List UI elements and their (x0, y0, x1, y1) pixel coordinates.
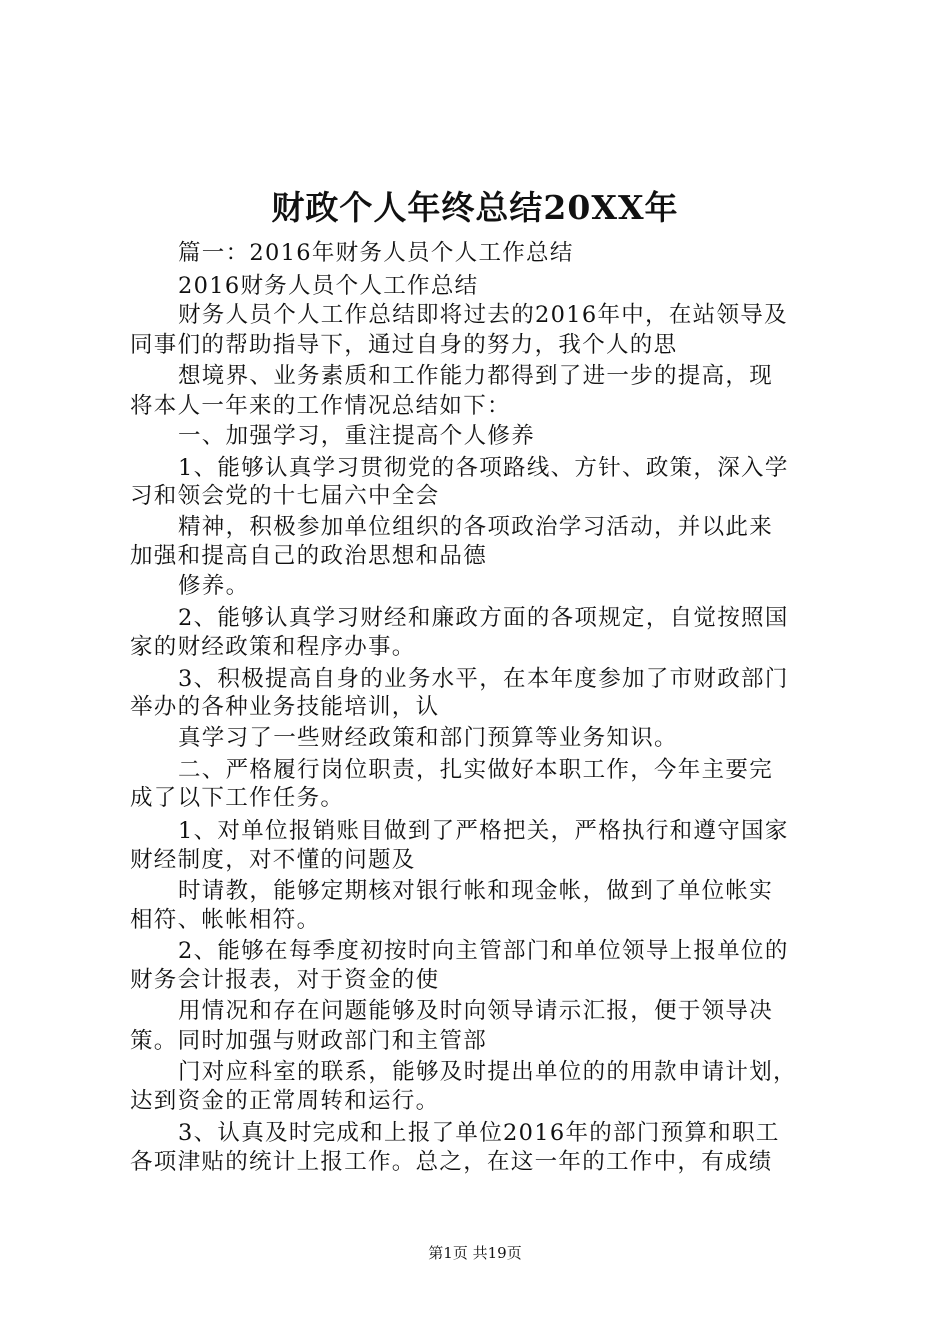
paragraph-line: 想境界、业务素质和工作能力都得到了进一步的提高，现 (178, 363, 774, 389)
paragraph-line: 1、能够认真学习贯彻党的各项路线、方针、政策，深入学 (178, 455, 789, 481)
paragraph-line: 加强和提高自己的政治思想和品德 (130, 543, 488, 569)
paragraph-line: 将本人一年来的工作情况总结如下： (130, 393, 511, 419)
page-title: 财政个人年终总结20XX年 (271, 188, 679, 227)
paragraph-line: 2、能够在每季度初按时向主管部门和单位领导上报单位的 (178, 938, 789, 964)
paragraph-line: 用情况和存在问题能够及时向领导请示汇报，便于领导决 (178, 998, 774, 1024)
paragraph-line: 策。同时加强与财政部门和主管部 (130, 1028, 488, 1054)
paragraph-line: 3、积极提高自身的业务水平，在本年度参加了市财政部门 (178, 666, 789, 692)
paragraph-line: 门对应科室的联系，能够及时提出单位的的用款申请计划， (178, 1059, 797, 1085)
paragraph-line: 家的财经政策和程序办事。 (130, 634, 416, 660)
paragraph-line: 相符、帐帐相符。 (130, 907, 321, 933)
paragraph-line: 财经制度，对不懂的问题及 (130, 847, 416, 873)
page-number-footer: 第1页 共19页 (428, 1244, 522, 1262)
section-heading: 二、严格履行岗位职责，扎实做好本职工作，今年主要完 (178, 757, 774, 783)
paragraph-line: 2016财务人员个人工作总结 (178, 273, 479, 299)
paragraph-line: 财务会计报表，对于资金的使 (130, 967, 440, 993)
paragraph-line: 成了以下工作任务。 (130, 785, 345, 811)
paragraph-line: 同事们的帮助指导下，通过自身的努力，我个人的思 (130, 332, 678, 358)
paragraph-line: 财务人员个人工作总结即将过去的2016年中，在站领导及 (178, 302, 788, 328)
paragraph-line: 习和领会党的十七届六中全会 (130, 483, 440, 509)
paragraph-line: 精神，积极参加单位组织的各项政治学习活动，并以此来 (178, 514, 774, 540)
paragraph-line: 各项津贴的统计上报工作。总之，在这一年的工作中，有成绩 (130, 1149, 773, 1175)
paragraph-line: 1、对单位报销账目做到了严格把关，严格执行和遵守国家 (178, 818, 789, 844)
paragraph-line: 修养。 (178, 573, 250, 599)
section-heading: 一、加强学习，重注提高个人修养 (178, 423, 536, 449)
paragraph-line: 达到资金的正常周转和运行。 (130, 1088, 440, 1114)
paragraph-line: 时请教，能够定期核对银行帐和现金帐，做到了单位帐实 (178, 878, 774, 904)
paragraph-line: 2、能够认真学习财经和廉政方面的各项规定，自觉按照国 (178, 605, 789, 631)
paragraph-line: 真学习了一些财经政策和部门预算等业务知识。 (178, 725, 678, 751)
paragraph-line: 3、认真及时完成和上报了单位2016年的部门预算和职工 (178, 1120, 780, 1146)
paragraph-line: 篇一：2016年财务人员个人工作总结 (178, 240, 574, 266)
paragraph-line: 举办的各种业务技能培训，认 (130, 694, 440, 720)
